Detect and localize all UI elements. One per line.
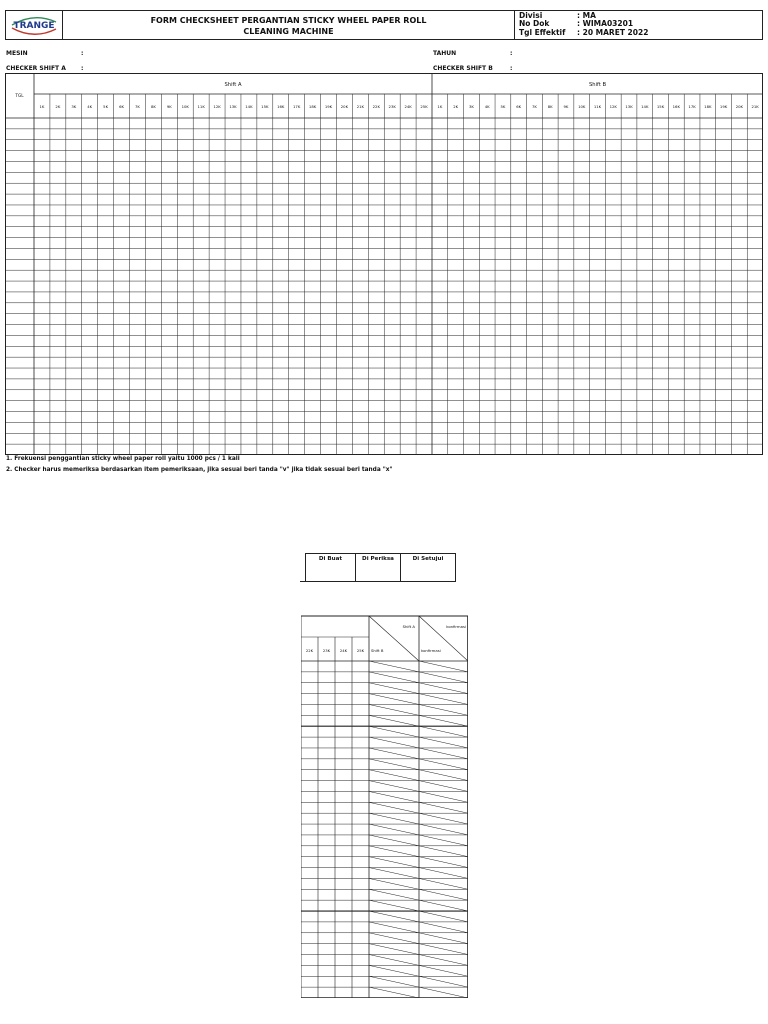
shift-a-col-header: 20K	[340, 104, 349, 109]
row-diagonal	[369, 933, 419, 944]
row-diagonal	[369, 715, 419, 726]
row-diagonal	[419, 694, 468, 705]
row-diagonal	[369, 878, 419, 889]
row-diagonal	[369, 922, 419, 933]
shift-b-col-header: 10K	[578, 104, 586, 109]
row-diagonal	[369, 802, 419, 813]
row-diagonal	[419, 791, 468, 802]
shift-a-col-header: 14K	[245, 104, 253, 109]
row-diagonal	[419, 715, 468, 726]
shift-a-col-header: 23K	[388, 104, 396, 109]
tahun-colon: :	[510, 50, 513, 57]
row-diagonal	[419, 868, 468, 879]
row-diagonal	[369, 813, 419, 824]
row-diagonal	[419, 748, 468, 759]
note-1: 1. Frekuensi penggantian sticky wheel paper roll yaitu 1000 pcs / 1 kali	[6, 456, 240, 462]
row-diagonal	[419, 759, 468, 770]
signature-box	[305, 553, 456, 582]
row-diagonal	[419, 704, 468, 715]
row-diagonal	[369, 911, 419, 922]
row-diagonal	[369, 726, 419, 737]
shift-b-col-header: 21K	[751, 104, 759, 109]
shift-a-col-header: 18K	[308, 104, 317, 109]
shift-a-col-header: 6K	[119, 104, 125, 109]
row-diagonal	[369, 987, 419, 998]
row-diagonal	[369, 976, 419, 987]
shift-b-col-header: 1K	[437, 104, 443, 109]
row-diagonal	[419, 726, 468, 737]
row-diagonal	[369, 781, 419, 792]
row-diagonal	[369, 846, 419, 857]
shift-b-label: Shift B	[589, 82, 606, 88]
logo-mark	[8, 14, 60, 36]
shift-b-col-header: 12K	[609, 104, 617, 109]
checker-b-label: CHECKER SHIFT B	[433, 65, 493, 72]
shift-a-col-header: 4K	[87, 104, 93, 109]
row-diagonal	[419, 911, 468, 922]
company-logo	[6, 11, 63, 39]
form-title	[63, 11, 515, 39]
shift-a-col-header: 24K	[404, 104, 412, 109]
row-diagonal	[369, 955, 419, 966]
shift-b-col-header: 5K	[500, 104, 506, 109]
shift-b-col-header: 16K	[672, 104, 680, 109]
shift-a-col-header: 13K	[229, 104, 237, 109]
title-line-1: FORM CHECKSHEET PERGANTIAN STICKY WHEEL PAPER ROLL	[150, 16, 427, 25]
row-diagonal	[419, 737, 468, 748]
shift-a-col-header: 3K	[71, 104, 77, 109]
tgl-label: TGL	[15, 93, 24, 98]
shift-b-col-header: 11K	[593, 104, 602, 109]
shift-b-col-header: 14K	[641, 104, 649, 109]
row-diagonal	[419, 955, 468, 966]
small-col-header: 23K	[322, 648, 331, 653]
shift-a-col-header: 17K	[293, 104, 301, 109]
checker-b-colon: :	[510, 65, 513, 72]
row-diagonal	[419, 835, 468, 846]
row-diagonal	[419, 857, 468, 868]
row-diagonal	[369, 737, 419, 748]
shift-a-col-header: 1K	[39, 104, 45, 109]
row-diagonal	[369, 704, 419, 715]
shift-a-col-header: 7K	[135, 104, 140, 109]
row-diagonal	[419, 933, 468, 944]
row-diagonal	[419, 846, 468, 857]
form-header	[5, 10, 763, 40]
tahun-label: TAHUN	[433, 50, 457, 57]
shift-b-col-header: 4K	[484, 104, 490, 109]
checksheet-grid	[5, 73, 763, 455]
row-diagonal	[369, 791, 419, 802]
small-shift-b-label: Shift B	[371, 648, 384, 653]
shift-b-col-header: 20K	[735, 104, 744, 109]
row-diagonal	[369, 770, 419, 781]
row-diagonal	[369, 889, 419, 900]
row-diagonal	[419, 922, 468, 933]
shift-b-col-header: 6K	[516, 104, 522, 109]
shift-a-col-header: 15K	[261, 104, 269, 109]
small-col-header: 25K	[356, 648, 365, 653]
shift-a-col-header: 22K	[372, 104, 380, 109]
row-diagonal	[419, 661, 468, 672]
checker-a-label: CHECKER SHIFT A	[6, 65, 66, 72]
row-diagonal	[369, 857, 419, 868]
shift-b-col-header: 15K	[656, 104, 665, 109]
row-diagonal	[369, 900, 419, 911]
shift-b-col-header: 9K	[563, 104, 569, 109]
shift-a-col-header: 2K	[55, 104, 61, 109]
row-diagonal	[419, 878, 468, 889]
shift-a-col-header: 25K	[420, 104, 428, 109]
shift-b-col-header: 17K	[688, 104, 696, 109]
row-diagonal	[419, 672, 468, 683]
mesin-colon: :	[81, 50, 84, 57]
row-diagonal	[419, 824, 468, 835]
row-diagonal	[419, 683, 468, 694]
row-diagonal	[369, 672, 419, 683]
shift-b-col-header: 8K	[547, 104, 553, 109]
row-diagonal	[369, 661, 419, 672]
row-diagonal	[369, 944, 419, 955]
konfirmasi-label-bottom: konfirmasi	[421, 648, 441, 653]
shift-b-col-header: 19K	[719, 104, 728, 109]
shift-a-col-header: 16K	[277, 104, 285, 109]
row-diagonal	[369, 835, 419, 846]
small-col-header: 24K	[339, 648, 348, 653]
row-diagonal	[419, 781, 468, 792]
row-diagonal	[419, 944, 468, 955]
shift-a-col-header: 11K	[197, 104, 205, 109]
row-diagonal	[419, 900, 468, 911]
row-diagonal	[369, 759, 419, 770]
shift-b-col-header: 7K	[531, 104, 537, 109]
title-line-2: CLEANING MACHINE	[243, 27, 334, 36]
shift-a-col-header: 19K	[324, 104, 333, 109]
row-diagonal	[419, 987, 468, 998]
row-diagonal	[369, 694, 419, 705]
shift-a-col-header: 8K	[150, 104, 156, 109]
document-meta	[515, 11, 762, 39]
header-diagonal-a	[369, 616, 419, 661]
shift-b-col-header: 13K	[625, 104, 633, 109]
row-diagonal	[419, 770, 468, 781]
sign-di-buat: Di Buat	[305, 554, 355, 581]
row-diagonal	[369, 748, 419, 759]
row-diagonal	[369, 965, 419, 976]
row-diagonal	[369, 824, 419, 835]
shift-b-col-header: 3K	[468, 104, 474, 109]
shift-a-col-header: 10K	[181, 104, 189, 109]
header-diagonal-b	[419, 616, 468, 661]
shift-a-col-header: 21K	[356, 104, 365, 109]
note-2: 2. Checker harus memeriksa berdasarkan item pemeriksaan, jika sesuai beri tanda "v" jika tidak sesuai beri tanda "x"	[6, 467, 393, 473]
row-diagonal	[419, 965, 468, 976]
checker-a-colon: :	[81, 65, 84, 72]
row-diagonal	[419, 889, 468, 900]
shift-a-label: Shift A	[224, 82, 242, 88]
shift-b-col-header: 18K	[704, 104, 712, 109]
shift-b-col-header: 2K	[453, 104, 459, 109]
row-diagonal	[419, 813, 468, 824]
meta-divisi: Divisi : MA	[519, 11, 596, 20]
small-shift-a-label: Shift A	[402, 624, 415, 629]
logo-text: TRANGE	[13, 21, 55, 31]
row-diagonal	[369, 868, 419, 879]
continuation-grid	[301, 615, 468, 998]
meta-no-dok: No Dok : WIMA03201	[519, 19, 634, 29]
mesin-label: MESIN	[6, 50, 28, 57]
sign-di-setujui: Di Setujui	[400, 554, 455, 581]
konfirmasi-label-top: konfirmasi	[446, 624, 466, 629]
shift-a-col-header: 5K	[103, 104, 109, 109]
shift-a-col-header: 12K	[213, 104, 221, 109]
meta-tgl-effektif: Tgl Effektif : 20 MARET 2022	[519, 27, 649, 37]
sign-di-periksa: Di Periksa	[355, 554, 400, 581]
row-diagonal	[419, 802, 468, 813]
row-diagonal	[369, 683, 419, 694]
small-col-header: 22K	[305, 648, 314, 653]
shift-a-col-header: 9K	[166, 104, 172, 109]
row-diagonal	[419, 976, 468, 987]
